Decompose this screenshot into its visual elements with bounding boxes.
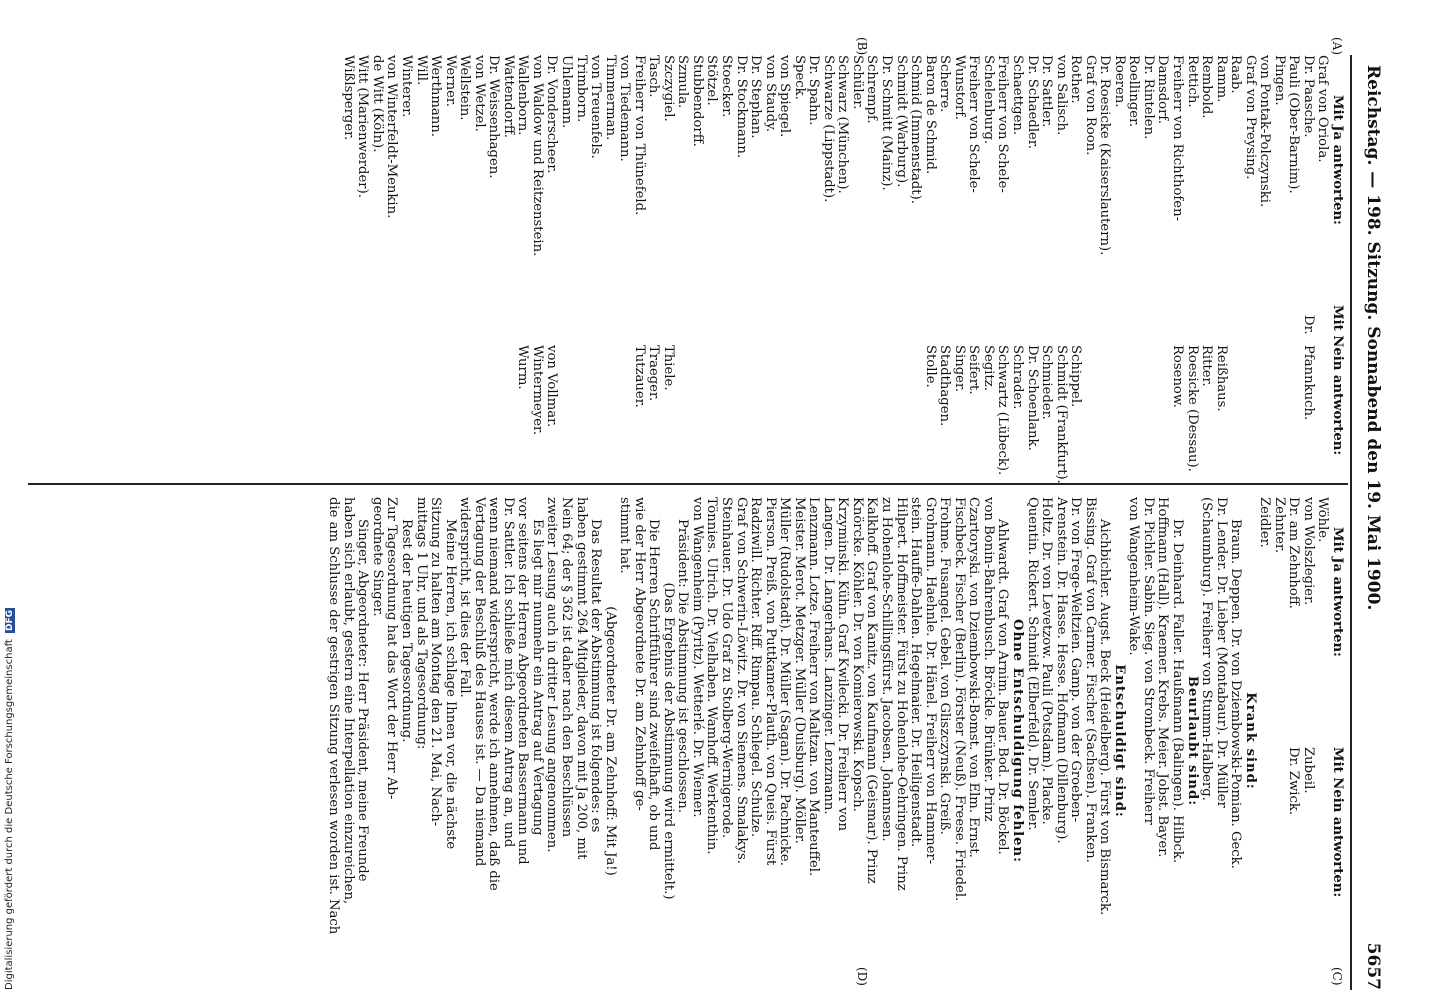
text-line: Rest der heutigen Tagesordnung.	[399, 519, 414, 743]
vote-row	[1315, 497, 1330, 985]
left-column	[340, 37, 1345, 484]
nein-name: Rosenow.	[1169, 345, 1185, 408]
antrag-paragraph	[457, 497, 544, 985]
ja-name: Wallenborn.	[515, 55, 531, 136]
ja-name: Pauli (Ober-Barnim).	[1286, 55, 1302, 194]
vote-row	[646, 55, 661, 475]
margin-marker-d: (D)	[855, 967, 869, 986]
ja-name: Wattendorff.	[500, 55, 516, 138]
ja-name: von Winterfeldt-Menkin.	[384, 55, 400, 219]
ja-name: Timmerman.	[602, 55, 618, 141]
schriftfuehrer-paragraph	[617, 497, 661, 985]
ja-name: von Pontak-Polczynski.	[1257, 55, 1273, 208]
vote-row	[748, 55, 763, 475]
ja-name: Stoecker.	[719, 55, 735, 118]
text-line: Hilpert. Hoffmeister. Fürst zu Hohenlohe-Oehringen. Prinz	[893, 497, 909, 891]
vote-row	[369, 55, 384, 475]
text-line: Grohmann. Haehnle. Dr. Hänel. Freiherr von Hammer-	[922, 497, 938, 865]
nein-name: Stadthagen.	[937, 345, 953, 427]
text-line: Holtz. Dr. von Levetzow. Pauli (Potsdam). Placke.	[1039, 497, 1055, 825]
vote-row	[1271, 497, 1286, 985]
dfg-logo: DFG	[5, 609, 15, 631]
vote-row	[718, 55, 733, 475]
vote-row	[1140, 55, 1155, 475]
vote-column-headers-right	[1329, 497, 1344, 985]
text-line: Pierson. Preiß. von Puttkamer-Plauth. von Queis. Fürst	[762, 497, 778, 866]
praesident-line: Präsident: Die Abstimmung ist geschlossen.	[675, 519, 691, 813]
ja-name: Schaettgen.	[1009, 55, 1025, 136]
nein-name: Reißhaus.	[1213, 345, 1229, 412]
margin-marker-b: (B)	[855, 37, 869, 56]
vote-row	[442, 55, 457, 475]
ja-name: Freiherr von Schele-	[995, 55, 1011, 193]
vote-row	[675, 55, 690, 475]
text-line: (Schaumburg). Freiherr von Stumm-Halberg.	[1199, 497, 1215, 801]
ja-name: Dr. Sattler.	[1039, 55, 1055, 128]
text-line: zweiter Lesung auch in dritter Lesung angenommen.	[544, 497, 560, 853]
vote-row	[660, 55, 675, 475]
vote-row	[1286, 497, 1301, 985]
ohne-heading: Ohne Entschuldigung fehlen:	[1009, 619, 1025, 863]
ja-name: Uhlemann.	[559, 55, 575, 129]
ja-name: Wißlsperger.	[340, 55, 356, 141]
ja-name: Baron de Schmid.	[922, 55, 938, 175]
text-line: Meister. Merot. Metzger. Müller (Duisburg). Möller.	[791, 497, 807, 844]
text-line: Krzyminski. Kühn. Graf Kwilecki. Dr. Freiherr von	[835, 497, 851, 831]
vote-row	[733, 55, 748, 475]
nein-name: Pfannkuch.	[1300, 345, 1316, 421]
nein-name: Tutzauer.	[631, 345, 647, 408]
ja-name: de Witt (Köln).	[369, 55, 385, 153]
ja-name: Freiherr von Schele-	[966, 55, 982, 193]
text-line: Fischbeck. Fischer (Berlin). Förster (Neuß). Freese. Friedel.	[951, 497, 967, 902]
ja-name: Speck.	[791, 55, 807, 100]
vote-row	[820, 55, 835, 475]
ja-name: Zehnter.	[1271, 497, 1287, 554]
text-line: Bissing. Graf von Carmer. Fischer (Sachsen). Franken.	[1082, 497, 1098, 863]
text-line: Hoffmann (Hall). Kraemer. Krebs. Meier. Jobst. Bayer.	[1155, 497, 1171, 858]
vote-row	[573, 55, 588, 475]
vote-row	[1199, 55, 1214, 475]
footer-text: Digitalisierung gefördert durch die Deutsche Forschungsgemeinschaft	[4, 639, 15, 990]
vote-row	[1169, 55, 1184, 475]
vote-row	[1286, 55, 1301, 475]
ja-name: Raab.	[1228, 55, 1244, 94]
sitzung-paragraph	[413, 497, 457, 985]
text-line: stein. Hauffe-Dahlen. Hegelmaier. Dr. Heiligenstadt.	[908, 497, 924, 848]
text-line: Knörcke. Köhler. Dr. von Komierowski. Kopsch.	[849, 497, 865, 812]
ja-name: Damsdorf.	[1155, 55, 1171, 124]
krank-heading: Krank sind:	[1242, 692, 1258, 790]
vote-row	[835, 55, 850, 475]
vote-row	[1009, 55, 1024, 475]
ja-name: Werthmann.	[428, 55, 444, 137]
text-line: Dr. Lender. Dr. Lieber (Montabaur). Dr. Müller	[1213, 497, 1229, 808]
vote-row	[879, 55, 894, 475]
ja-name: Scherre.	[937, 55, 953, 113]
nein-name: Traeger.	[646, 345, 662, 402]
vote-row	[1082, 55, 1097, 475]
nein-name: Seifert.	[966, 345, 982, 395]
nein-name: Dr. Zwick.	[1286, 747, 1302, 816]
nein-name: Wintermeyer.	[529, 345, 545, 436]
vote-row	[1315, 55, 1330, 475]
vote-row	[428, 55, 443, 475]
beurlaubt-list	[1126, 497, 1184, 985]
text-line: wenn niemand widerspricht, werde ich annehmen, daß die	[486, 497, 502, 891]
ja-name: Will.	[413, 55, 429, 86]
ja-name: Graf von Oriola.	[1315, 55, 1331, 163]
vote-row	[762, 55, 777, 475]
nein-name: Roesicke (Dessau).	[1184, 345, 1200, 472]
vote-row	[500, 55, 515, 475]
ja-name: Rembold.	[1199, 55, 1215, 119]
ja-name: Dr. Vonderscheer.	[544, 55, 560, 174]
nein-name: Ritter.	[1199, 345, 1215, 387]
text-line: Dr. von Frege-Weltzien. Gamp. von der Groeben-	[1068, 497, 1084, 823]
ja-name: Roeren.	[1111, 55, 1127, 108]
ja-name: von Waldow und Reitzenstein.	[529, 55, 545, 257]
text-line: Lenzmann. Lotze. Freiherr von Maltzan. von Manteuffel.	[806, 497, 822, 877]
ja-name: Schwarz (München).	[835, 55, 851, 194]
nein-header-right: Mit Nein antworten:	[1330, 747, 1345, 898]
vote-row	[1213, 55, 1228, 475]
ja-name: Zeidler.	[1257, 497, 1273, 548]
ja-header-right: Mit Ja antworten:	[1330, 527, 1345, 657]
vote-row	[1097, 55, 1112, 475]
nein-name: Stolle.	[922, 345, 938, 388]
ja-name: Stötzel.	[704, 55, 720, 106]
vote-row	[471, 55, 486, 475]
vote-row	[515, 55, 530, 475]
vote-row	[413, 55, 428, 475]
ja-name: Szmula.	[675, 55, 691, 109]
text-line: Langen. Dr. Langerhans. Lanzinger. Lenzmann.	[820, 497, 836, 815]
text-line: Dr. Sattler. Ich schließe mich diesem Antrag an, und	[500, 497, 516, 848]
vote-row	[1039, 55, 1054, 475]
vote-row	[1184, 55, 1199, 475]
ja-name: Schrempf.	[864, 55, 880, 124]
vote-row	[980, 55, 995, 475]
column-divider	[28, 483, 1348, 485]
margin-marker-a: (A)	[1330, 37, 1344, 56]
text-line: von Bonin-Bahrenbusch. Bröckle. Brünker. Prinz	[980, 497, 996, 822]
nein-name: von Vollmar.	[544, 345, 560, 428]
text-line: Es liegt mir nunmehr ein Antrag auf Vertagung	[529, 519, 545, 836]
text-line: zu Hohenlohe-Schillingsfürst. Jacobsen. Johannsen.	[879, 497, 895, 842]
text-line: Kalkhoff. Graf von Kanitz. von Kaufmann (Geismar). Prinz	[864, 497, 880, 884]
nein-name: Schrader.	[1009, 345, 1025, 410]
vote-row	[1111, 55, 1126, 475]
ja-name: Dr. Weissenhagen.	[486, 55, 502, 179]
zehnhoff-line: (Abgeordneter Dr. am Zehnhoff: Mit Ja!)	[602, 606, 618, 876]
ja-name: Graf von Roon.	[1082, 55, 1098, 156]
vote-row	[966, 55, 981, 475]
text-line: vor seitens der Herren Abgeordneten Bassermann und	[515, 497, 531, 865]
text-line: Steinhauer. Dr. Udo Graf zu Stolberg-Wernigerode.	[719, 497, 735, 839]
krank-list	[1199, 497, 1243, 985]
nein-header: Mit Nein antworten:	[1330, 305, 1345, 456]
text-line: Nein 64; der § 362 ist daher nach den Beschlüssen	[559, 497, 575, 838]
ja-name: von Salisch.	[1053, 55, 1069, 136]
vote-column-headers	[1329, 55, 1344, 475]
ja-name: Dr. Rintelen.	[1140, 55, 1156, 140]
text-line: von Wangenheim (Pyritz). Wetterlé. Dr. Wiemer.	[689, 497, 705, 818]
vote-row	[1257, 497, 1272, 985]
vote-row	[355, 55, 370, 475]
ja-name: Dr. Spahn.	[806, 55, 822, 126]
vote-row	[602, 55, 617, 475]
ja-name: Schüler.	[849, 55, 865, 110]
text-line: Ahlwardt. Graf von Arnim. Bauer. Bod. Dr. Böckel.	[995, 519, 1011, 855]
tagesordnung-paragraph	[369, 497, 413, 985]
text-line: Frohme. Fusangel. Gebel. von Gliszczynski. Greiß.	[937, 497, 953, 835]
ja-name: Dr. Stockmann.	[733, 55, 749, 159]
text-line: die am Schlusse der gestrigen Sitzung verlesen worden ist. Nach	[326, 497, 342, 935]
nein-name: Wurm.	[515, 345, 531, 390]
ja-name-extra: Dr.	[1300, 315, 1316, 335]
page-title: Reichstag. — 198. Sitzung. Sonnabend den 19. Mai 1900.	[1363, 65, 1383, 611]
nein-name: Schmieder.	[1039, 345, 1055, 420]
vote-row	[340, 55, 355, 475]
ja-name: Winterer.	[399, 55, 414, 118]
ja-name: Graf von Preysing.	[1242, 55, 1258, 180]
margin-marker-c: (C)	[1330, 967, 1344, 986]
text-line: haben sich erlaubt, gestern eine Interpellation einzureichen,	[340, 497, 356, 905]
left-vote-list	[340, 55, 1331, 484]
entschuldigt-list	[1024, 497, 1111, 985]
text-line: Vertagung der Beschluß des Hauses ist. — Da niemand	[471, 497, 487, 867]
ja-name: Stubbendorff.	[689, 55, 705, 147]
text-line: Dr. Pichler. Sabin. Sieg. von Strombeck. Freiherr	[1140, 497, 1156, 825]
text-line: Die Herren Schriftführer sind zweifelhaft, ob und	[646, 519, 662, 851]
ja-name: Dr. Stephan.	[748, 55, 764, 139]
beurlaubt-heading: Beurlaubt sind:	[1184, 675, 1200, 807]
result-paragraph	[544, 497, 602, 985]
ja-name: Schwarze (Lippstadt).	[820, 55, 836, 203]
ja-name: Freiherr von Thünefeld.	[631, 55, 647, 216]
page-number: 5657	[1363, 942, 1383, 990]
vote-row	[864, 55, 879, 475]
ja-name: Dr. Paasche.	[1300, 55, 1316, 138]
vote-row	[922, 55, 937, 475]
vote-row	[1271, 55, 1286, 475]
ja-name: Dr. Schaedler.	[1024, 55, 1040, 149]
entschuldigt-heading: Entschuldigt sind:	[1111, 664, 1127, 818]
ja-name: Rettich.	[1184, 55, 1200, 108]
page-header	[1350, 55, 1382, 990]
vote-row	[777, 55, 792, 475]
ja-name: Schelenburg.	[980, 55, 996, 145]
ja-name: Rother.	[1068, 55, 1084, 104]
text-line: Das Resultat der Abstimmung ist folgendes: es	[588, 519, 604, 833]
text-line: widerspricht, ist dies der Fall.	[457, 497, 473, 698]
ja-name: Roellinger.	[1126, 55, 1142, 128]
singer-paragraph	[326, 497, 370, 985]
vote-row	[951, 55, 966, 475]
ja-name: Dr. am Zehnhoff.	[1286, 497, 1302, 609]
vote-row	[908, 55, 923, 475]
ja-name: Tasch.	[646, 55, 662, 98]
text-line: Arenstein. Dr. Hasse. Hesse. Hofmann (Dillenburg).	[1053, 497, 1069, 844]
ja-name: Dr. Roesicke (Kaiserslautern).	[1097, 55, 1113, 256]
text-line: wie der Herr Abgeordnete Dr. am Zehnhoff ge-	[631, 497, 647, 811]
ja-name: von Treuenfels.	[588, 55, 604, 159]
text-line: Graf von Schwerin-Löwitz. Dr. von Siemens. Smalakys.	[733, 497, 749, 864]
vote-row	[529, 55, 544, 475]
vote-row	[617, 55, 632, 475]
text-line: Dr. Deinhard. Faller. Haußmann (Balingen). Hilbck.	[1169, 519, 1185, 864]
vote-row	[689, 55, 704, 475]
ja-name: Szczygiel.	[660, 55, 676, 122]
vote-row	[544, 55, 559, 475]
vote-row	[806, 55, 821, 475]
ja-name: Wöhle.	[1315, 497, 1331, 543]
right-column	[326, 497, 1344, 985]
ja-name: von Tiedemann.	[617, 55, 633, 162]
vote-row	[791, 55, 806, 475]
ja-header: Mit Ja antworten:	[1330, 95, 1345, 225]
vote-row	[995, 55, 1010, 475]
ja-name: von Spiegel.	[777, 55, 793, 138]
ja-name: Ramm.	[1213, 55, 1229, 103]
text-line: geordnete Singer.	[369, 497, 385, 617]
text-line: Braun. Deppen. Dr. von Dziembowski-Pomian. Geck.	[1228, 519, 1244, 869]
ja-name: Schmidt (Warburg).	[893, 55, 909, 188]
text-line: Aichbichler. Augst. Beck (Heidelberg). Fürst von Bismarck.	[1097, 519, 1113, 916]
vote-row	[588, 55, 603, 475]
vote-row	[1242, 55, 1257, 475]
ja-name: Werner.	[442, 55, 458, 107]
nein-name: Singer.	[951, 345, 967, 393]
ja-name: Freiherr von Richthofen-	[1169, 55, 1185, 222]
vote-row	[486, 55, 501, 475]
ja-name: Wunstorf.	[951, 55, 967, 120]
ja-name: von Staudy.	[762, 55, 778, 133]
text-line: Czartoryski. von Dziembowski-Bomst. von Elm. Ernst.	[966, 497, 982, 858]
ermittelt-line: (Das Ergebnis der Abstimmung wird ermittelt.)	[660, 582, 676, 900]
ja-name: Witt (Marienwerder).	[355, 55, 371, 198]
vote-row	[457, 55, 472, 475]
vote-row	[398, 55, 413, 475]
text-line: Zur Tagesordnung hat das Wort der Herr Ab-	[384, 497, 400, 800]
nein-name: Segitz.	[980, 345, 996, 391]
vote-row	[1155, 55, 1170, 475]
vote-row	[1024, 55, 1039, 475]
text-line: Meine Herren, ich schlage Ihnen vor, die nächste	[442, 519, 458, 850]
ja-name: Trimborn.	[573, 55, 589, 123]
vote-row	[1300, 55, 1315, 475]
text-line: haben gestimmt 264 Mitglieder, davon mit Ja 200, mit	[573, 497, 589, 860]
text-line: Tönnies. Ulrich. Dr. Vielhaben. Wamhoff. Werkenthin.	[704, 497, 720, 855]
text-line: Müller (Rudolstadt). Dr. Müller (Sagan). Dr. Pachnicke.	[777, 497, 793, 866]
nein-name: Schmidt (Frankfurt).	[1053, 345, 1069, 484]
vote-row	[1126, 55, 1141, 475]
vote-row	[1068, 55, 1083, 475]
text-line: Singer, Abgeordneter: Herr Präsident, meine Freunde	[355, 519, 371, 882]
nein-name: Dr. Schoenlank.	[1024, 345, 1040, 451]
text-line: stimmt hat.	[617, 497, 633, 574]
vote-row	[1300, 497, 1315, 985]
text-line: Sitzung zu halten am Montag den 21. Mai, Nach-	[428, 497, 444, 827]
right-vote-list	[1257, 497, 1330, 985]
ja-name: von Wetzel.	[471, 55, 487, 132]
text-line: mittags 1 Uhr, und als Tagesordnung:	[413, 497, 429, 750]
ja-name: Pingen.	[1271, 55, 1287, 106]
vote-row	[1257, 55, 1272, 475]
nein-name: Schwartz (Lübeck).	[995, 345, 1011, 476]
ohne-list	[689, 497, 1009, 985]
vote-row	[849, 55, 864, 475]
nein-name: Thiele.	[660, 345, 676, 391]
vote-row	[384, 55, 399, 475]
text-line: Radziwill. Richter. Riff. Rimpau. Schlegel. Schulze.	[748, 497, 764, 838]
rotated-page	[12, 35, 1382, 995]
ja-name: von Wolszlegier.	[1300, 497, 1316, 606]
ja-name: Dr. Schmitt (Mainz).	[879, 55, 895, 191]
vote-row	[558, 55, 573, 475]
nein-name: Schippel.	[1068, 345, 1084, 408]
vote-row	[1228, 55, 1243, 475]
text-line: von Wangenheim-Wake.	[1126, 497, 1142, 656]
ja-name: Schmid (Immenstadt).	[908, 55, 924, 204]
text-line: Quentin. Rickert. Schmidt (Elberfeld). Dr. Semler.	[1024, 497, 1040, 831]
nein-name: Zubeil.	[1300, 747, 1316, 794]
vote-row	[704, 55, 719, 475]
vote-row	[893, 55, 908, 475]
vote-row	[1053, 55, 1069, 484]
ja-name: Wellstein.	[457, 55, 473, 121]
vote-row	[631, 55, 646, 475]
vote-row	[937, 55, 952, 475]
